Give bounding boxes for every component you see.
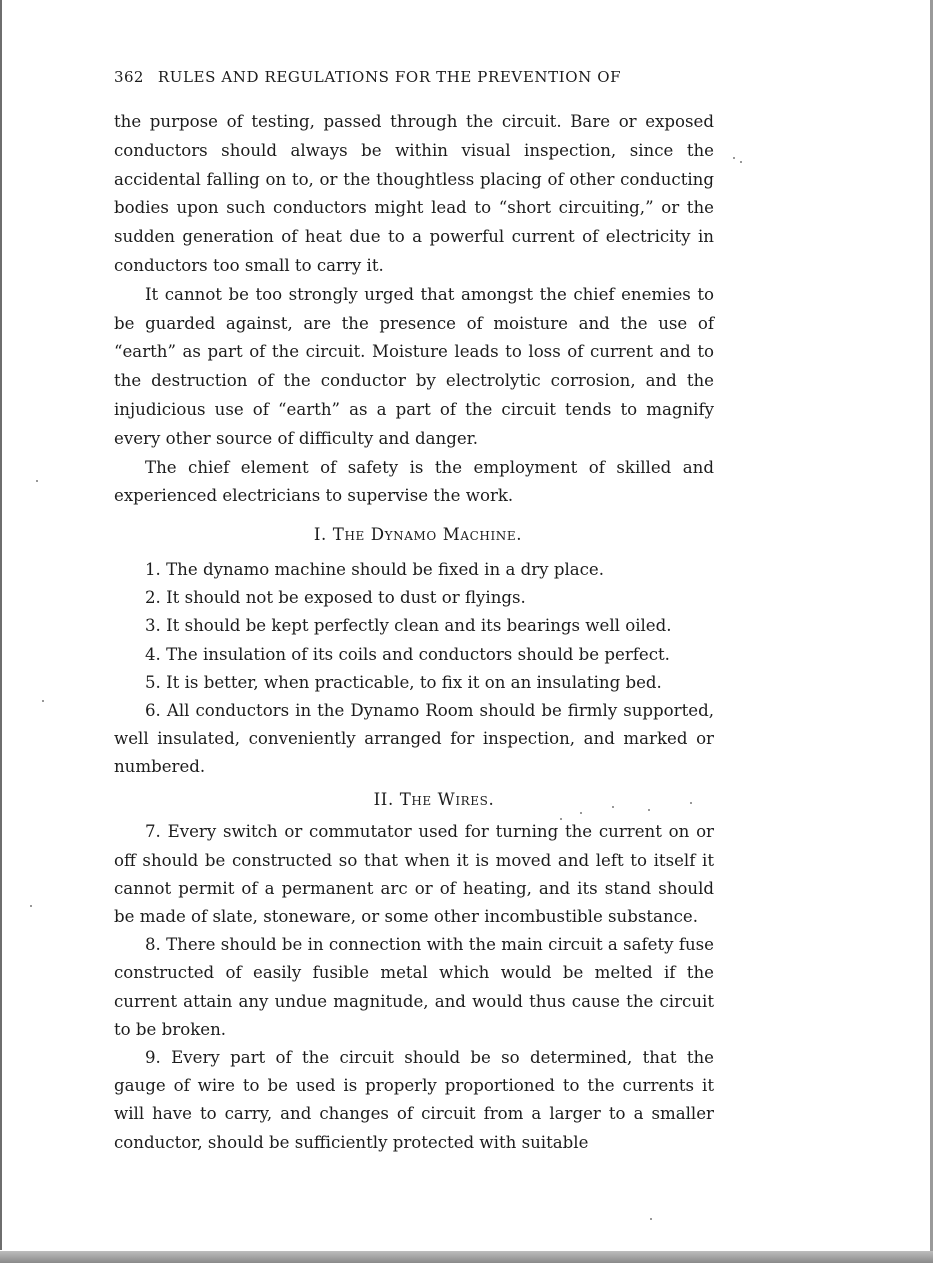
running-head bbox=[114, 68, 714, 86]
rule-7: 7. Every switch or commutator used for turning the current on or off should be constructed so that when it is moved and left to itself it cannot permit of a permanent arc or of heating, and its stand should be made of slate, stoneware, or some other incombustible substance. bbox=[114, 822, 714, 926]
scan-speck bbox=[650, 1218, 652, 1220]
scan-speck bbox=[36, 480, 38, 482]
scan-bottom-edge bbox=[0, 1251, 933, 1263]
scan-speck bbox=[560, 818, 562, 820]
section-heading-dynamo-machine: I. The Dynamo Machine. bbox=[313, 525, 523, 545]
scan-speck bbox=[612, 806, 614, 808]
scan-speck bbox=[690, 802, 692, 804]
section-heading-wires: II. The Wires. bbox=[373, 789, 495, 809]
scan-speck bbox=[733, 157, 735, 159]
rule-8: 8. There should be in connection with the main circuit a safety fuse constructed of easily fusible metal which would be melted if the current attain any undue magnitude, and would thus cause the circuit to be broken. bbox=[114, 935, 714, 1039]
scan-speck bbox=[648, 809, 650, 811]
scan-speck bbox=[740, 161, 742, 163]
intro-paragraph-3: The chief element of safety is the employment of skilled and experienced electricians to supervise the work. bbox=[114, 457, 714, 506]
scan-speck bbox=[30, 905, 32, 907]
scan-speck bbox=[580, 812, 582, 814]
scan-speck bbox=[42, 700, 44, 702]
scan-left-edge bbox=[0, 0, 2, 1250]
rule-6: 6. All conductors in the Dynamo Room should be firmly supported, well insulated, conveniently arranged for inspection, and marked or numbered. bbox=[114, 700, 714, 777]
rule-2: 2. It should not be exposed to dust or flyings. bbox=[145, 588, 526, 608]
running-title: RULES AND REGULATIONS FOR THE PREVENTION OF bbox=[157, 68, 622, 86]
rule-5: 5. It is better, when practicable, to fix it on an insulating bed. bbox=[145, 672, 662, 692]
rule-9: 9. Every part of the circuit should be so determined, that the gauge of wire to be used is properly proportioned to the currents it will have to carry, and changes of circuit from a larger to a smaller conductor, should be sufficiently protected with suitable bbox=[114, 1048, 714, 1152]
rule-3: 3. It should be kept perfectly clean and its bearings well oiled. bbox=[145, 616, 672, 636]
intro-paragraph-1: the purpose of testing, passed through the circuit. Bare or exposed conductors should always be within visual inspection, since the accidental falling on to, or the thoughtless placing of other conducting bodies upon such conductors might lead to “short circuiting,” or the sudden generation of heat due to a powerful current of electricity in conductors too small to carry it. bbox=[114, 112, 714, 275]
page-number: 362 bbox=[114, 68, 144, 86]
rule-4: 4. The insulation of its coils and conductors should be perfect. bbox=[145, 644, 670, 664]
intro-paragraph-2: It cannot be too strongly urged that amongst the chief enemies to be guarded against, are the presence of moisture and the use of “earth” as part of the circuit. Moisture leads to loss of current and to the destruction of the conductor by electrolytic corrosion, and the injudicious use of “earth” as a part of the circuit tends to magnify every other source of difficulty and danger. bbox=[114, 284, 714, 448]
book-page bbox=[114, 68, 714, 1157]
rule-1: 1. The dynamo machine should be fixed in a dry place. bbox=[145, 559, 605, 579]
